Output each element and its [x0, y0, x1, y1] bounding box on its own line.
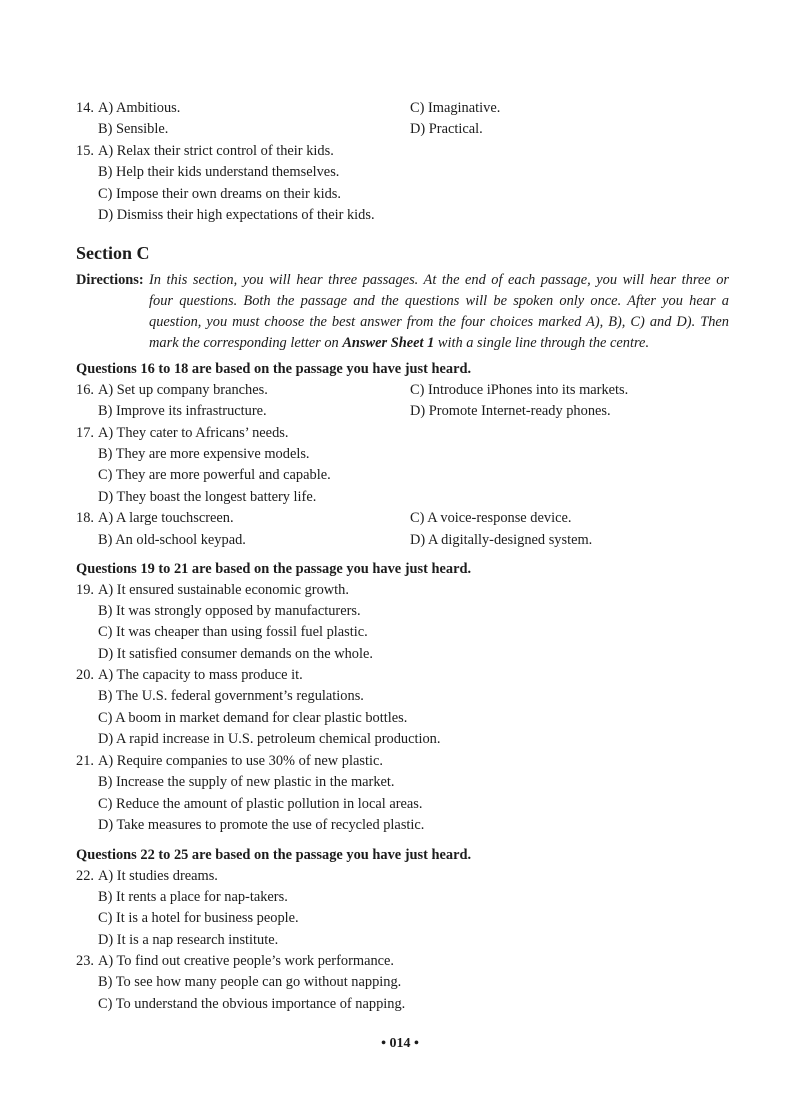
- option-b: B) Help their kids understand themselves.: [98, 164, 340, 180]
- option-b: B) It was strongly opposed by manufacturers.: [98, 603, 361, 619]
- option-b: B) Increase the supply of new plastic in the market.: [98, 774, 395, 790]
- question-number: 23.: [76, 953, 94, 969]
- option-b: B) The U.S. federal government’s regulations.: [98, 688, 364, 704]
- directions-label: Directions:: [76, 272, 144, 288]
- option-c: C) A boom in market demand for clear plastic bottles.: [98, 710, 408, 726]
- question-number: 20.: [76, 667, 94, 683]
- page-number: • 014 •: [381, 1036, 419, 1051]
- option-c: C) Introduce iPhones into its markets.: [410, 382, 629, 398]
- directions-line: In this section, you will hear three passages. At the end of each passage, you will hear three or: [149, 272, 729, 288]
- section-title: Section C: [76, 243, 150, 263]
- option-a: A) They cater to Africans’ needs.: [98, 425, 289, 441]
- option-b: B) An old-school keypad.: [98, 532, 246, 548]
- option-b: B) Sensible.: [98, 121, 169, 137]
- option-d: D) A rapid increase in U.S. petroleum chemical production.: [98, 731, 441, 747]
- option-a: A) It studies dreams.: [98, 868, 218, 884]
- option-b: B) Improve its infrastructure.: [98, 403, 267, 419]
- question-number: 17.: [76, 425, 94, 441]
- option-b: B) To see how many people can go without napping.: [98, 974, 402, 990]
- option-a: A) It ensured sustainable economic growth.: [98, 582, 349, 598]
- question-number: 19.: [76, 582, 94, 598]
- option-c: C) To understand the obvious importance of napping.: [98, 996, 406, 1012]
- directions-text: [149, 270, 729, 354]
- option-c: C) It was cheaper than using fossil fuel plastic.: [98, 624, 368, 640]
- option-a: A) The capacity to mass produce it.: [98, 667, 303, 683]
- option-b: B) They are more expensive models.: [98, 446, 310, 462]
- option-c: C) A voice-response device.: [410, 510, 572, 526]
- option-d: D) A digitally-designed system.: [410, 532, 593, 548]
- option-c: C) They are more powerful and capable.: [98, 467, 331, 483]
- option-c: C) Imaginative.: [410, 100, 501, 116]
- option-a: A) Ambitious.: [98, 100, 181, 116]
- question-number: 16.: [76, 382, 94, 398]
- option-c: C) Reduce the amount of plastic pollution in local areas.: [98, 796, 423, 812]
- option-a: A) Relax their strict control of their kids.: [98, 143, 334, 159]
- directions-line: question, you must choose the best answer from the four choices marked A), B), C) and D). Then: [149, 314, 729, 330]
- question-number: 21.: [76, 753, 94, 769]
- group-heading: Questions 19 to 21 are based on the passage you have just heard.: [76, 561, 472, 577]
- question-number: 22.: [76, 868, 94, 884]
- question-number: 18.: [76, 510, 94, 526]
- option-a: A) Require companies to use 30% of new plastic.: [98, 753, 383, 769]
- option-a: A) Set up company branches.: [98, 382, 268, 398]
- question-number: 14.: [76, 100, 94, 116]
- option-b: B) It rents a place for nap-takers.: [98, 889, 288, 905]
- group-heading: Questions 16 to 18 are based on the passage you have just heard.: [76, 361, 472, 377]
- option-a: A) To find out creative people’s work performance.: [98, 953, 395, 969]
- option-d: D) Take measures to promote the use of recycled plastic.: [98, 817, 425, 833]
- option-d: D) Dismiss their high expectations of their kids.: [98, 207, 375, 223]
- option-c: C) It is a hotel for business people.: [98, 910, 299, 926]
- option-d: D) It is a nap research institute.: [98, 932, 279, 948]
- option-c: C) Impose their own dreams on their kids.: [98, 186, 341, 202]
- option-d: D) It satisfied consumer demands on the whole.: [98, 646, 373, 662]
- directions-line: four questions. Both the passage and the questions will be spoken only once. After you hear a: [149, 293, 729, 309]
- option-a: A) A large touchscreen.: [98, 510, 234, 526]
- directions-line: mark the corresponding letter on Answer Sheet 1 with a single line through the centre.: [149, 335, 650, 351]
- question-number: 15.: [76, 143, 94, 159]
- option-d: D) Practical.: [410, 121, 483, 137]
- group-heading: Questions 22 to 25 are based on the passage you have just heard.: [76, 847, 472, 863]
- option-d: D) They boast the longest battery life.: [98, 489, 317, 505]
- answer-sheet-ref: Answer Sheet 1: [342, 335, 435, 351]
- option-d: D) Promote Internet-ready phones.: [410, 403, 611, 419]
